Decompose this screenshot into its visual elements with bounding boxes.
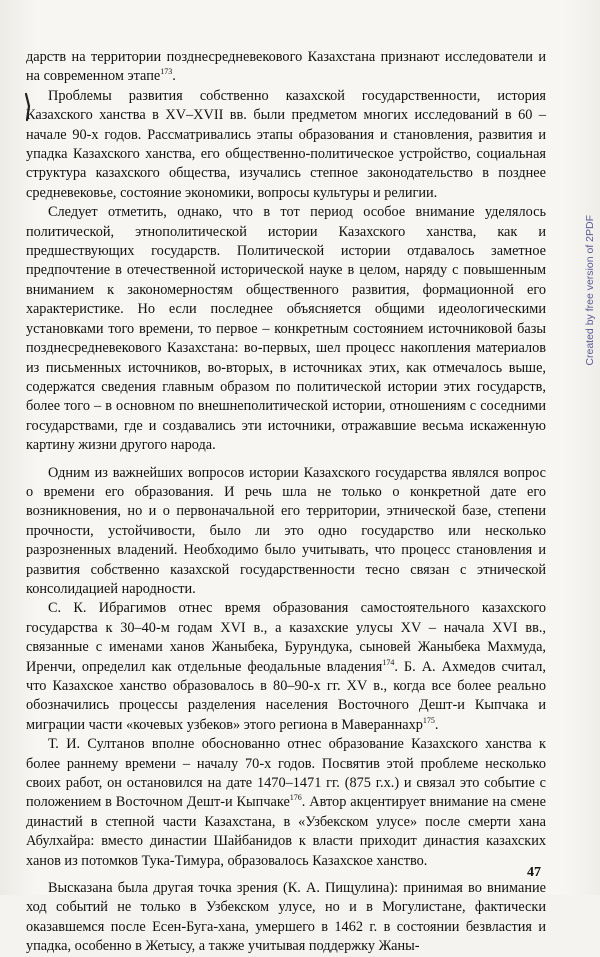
paragraph-3-text: Следует отметить, однако, что в тот период особое внимание уделялось политической, этнополитической истории Казахского ханства, как и предшествующих государств. Политической истории отдавалось заметное предпочтение в отечественной исторической науке в целом, наряду с повышенным вниманием к закономерностям общественного развития, формационной его характеристике. Но если последнее объясняется общими идеологическими установками того времени, то первое – конкретным состоянием источниковой базы позднесредневекового Казахстана: во-первых, шел процесс накопления материалов из письменных источников, во-вторых, в источниках этих, как отмечалось выше, содержатся сведения главным образом по политической истории этих государств, более того – в основном по внешнеполитической истории, отношениям с соседними государствами, где и создавались эти источники, отражавшие весьма искаженную картину жизни другого народа. [26,204,546,454]
paragraph-3 [26,203,546,455]
paragraph-5-tail: . Б. А. Ахмедов считал, что Казахское ханство образовалось в 80–90-х гг. XV в., когда все более реально обозначились процессы разделения населения Восточного Дешт-и Кыпчака и миграции части «кочевых узбеков» этого региона в Мавераннахр [26,658,546,733]
paragraph-2 [26,87,546,203]
paragraph-4-text: Одним из важнейших вопросов истории Казахского государства являлся вопрос о времени его образования. И речь шла не только о конкретной дате его возникновения, но и о первоначальной его территории, этнической базе, степени прочности, устойчивости, было ли это одно государство или несколько разрозненных владений. Необходимо было учитывать, что процесс становления и развития собственно казахской государственности тесно связан с этнической консолидацией народности. [26,464,546,597]
paragraph-1 [26,48,546,87]
margin-pen-mark [24,92,32,122]
paragraph-4 [26,464,546,600]
footnote-ref-176: 176 [289,793,302,803]
paragraph-7 [26,879,546,957]
body-text [26,48,546,957]
paragraph-6-tail: . Автор акцентирует внимание на смене династий в степной части Казахстана, в «Узбекском улусе» после смерти хана Абулхайра: вместо династии Шайбанидов к власти приходит династия казахских ханов из потомков Тука-Тимура, образовалось Казахское ханство. [26,794,546,869]
paragraph-6-text: Т. И. Султанов вполне обоснованно отнес образование Казахского ханства к более раннему времени – началу 70-х годов. Посвятив этой проблеме несколько своих работ, он остановился на дате 1470–1471 гг. (875 г.х.) и связал это событие с положением в Восточном Дешт-и Кыпчаке [26,736,546,811]
paragraph-2-text: Проблемы развития собственно казахской государственности, история Казахского ханства в XV–XVII вв. были предметом многих исследований в 60 – начале 90-х годов. Рассматривались этапы образования и становления, развития и упадка Казахского ханства, его общественно-политическое устройство, социальная структура казахского общества, изучались степное законодательство в позднее средневековье, состояние экономики, вопросы культуры и религии. [26,87,546,201]
paragraph-5-tail2: . [434,716,439,733]
paragraph-1-tail: . [172,68,176,85]
footnote-ref-174: 174 [382,657,395,667]
paragraph-7-text: Высказана была другая точка зрения (К. А. Пищулина): принимая во внимание ход событий не только в Узбекском улусе, но и в Могулистане, фактически оказавшемся после Есен-Буга-хана, умершего в 1462 г. в состоянии безвластия и упадка, особенно в Жетысу, а также учитывая поддержку Жаны- [26,880,546,955]
watermark-text: Created by free version of 2PDF [584,215,596,366]
paragraph-5 [26,599,546,735]
paragraph-5-text: С. К. Ибрагимов отнес время образования самостоятельного казахского государства к 30–40-м годам XVI в., а казахские улусы XV – начала XVI вв., связанные с именами ханов Жаныбека, Бурундука, сыновей Жаныбека Махмуда, Иренчи, определил как отдельные феодальные владения [26,600,546,675]
paragraph-1-text: дарств на территории позднесредневекового Казахстана признают исследователи и на современном этапе [26,49,546,85]
paragraph-6 [26,735,546,871]
footnote-ref-173: 173 [160,67,173,77]
page-number: 47 [527,865,541,880]
footnote-ref-175: 175 [422,716,435,726]
